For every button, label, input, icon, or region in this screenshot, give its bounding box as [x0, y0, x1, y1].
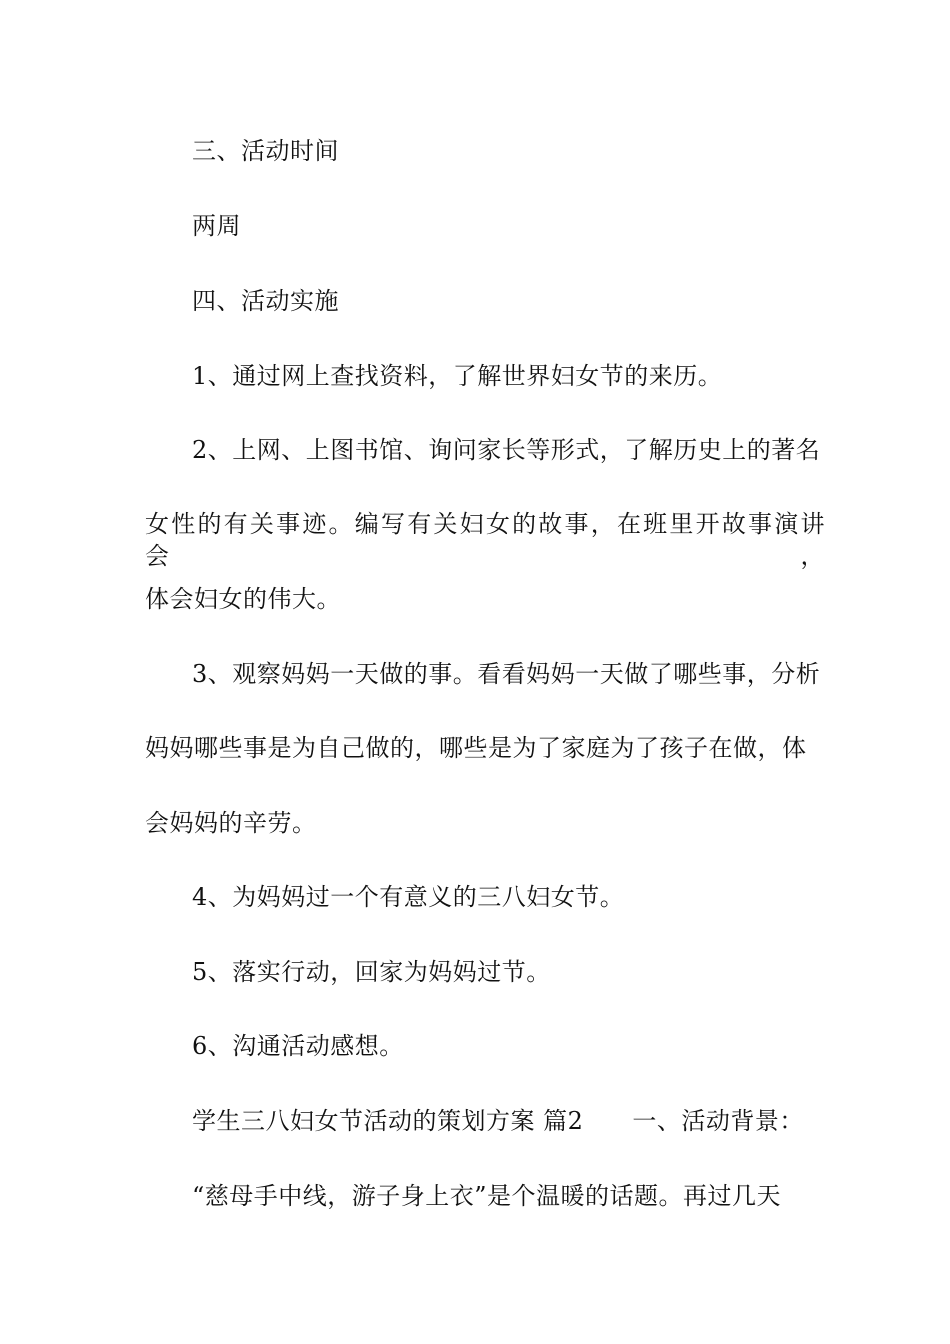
section-title-plan-2: 学生三八妇女节活动的策划方案 篇2 一、活动背景： [192, 1107, 804, 1135]
list-item-3-line-3: 会妈妈的辛劳。 [145, 809, 317, 837]
list-item-2-line-2: 女性的有关事迹。编写有关妇女的故事，在班里开故事演讲会， [145, 510, 825, 570]
section-heading-activity-time: 三、活动时间 [192, 137, 339, 165]
list-item-2-line-1: 2、上网、上图书馆、询问家长等形式，了解历史上的著名 [192, 436, 821, 464]
section-heading-activity-implementation: 四、活动实施 [192, 287, 339, 315]
list-item-4: 4、为妈妈过一个有意义的三八妇女节。 [192, 883, 625, 911]
list-item-1: 1、通过网上查找资料，了解世界妇女节的来历。 [192, 362, 723, 390]
paragraph-duration: 两周 [192, 212, 241, 240]
list-item-5: 5、落实行动，回家为妈妈过节。 [192, 958, 551, 986]
list-item-6: 6、沟通活动感想。 [192, 1032, 404, 1060]
list-item-3-line-1: 3、观察妈妈一天做的事。看看妈妈一天做了哪些事，分析 [192, 660, 821, 688]
paragraph-background-start: “慈母手中线，游子身上衣”是个温暖的话题。再过几天 [192, 1182, 782, 1210]
list-item-2-line-3: 体会妇女的伟大。 [145, 585, 341, 613]
list-item-3-line-2: 妈妈哪些事是为自己做的，哪些是为了家庭为了孩子在做，体 [145, 734, 807, 762]
